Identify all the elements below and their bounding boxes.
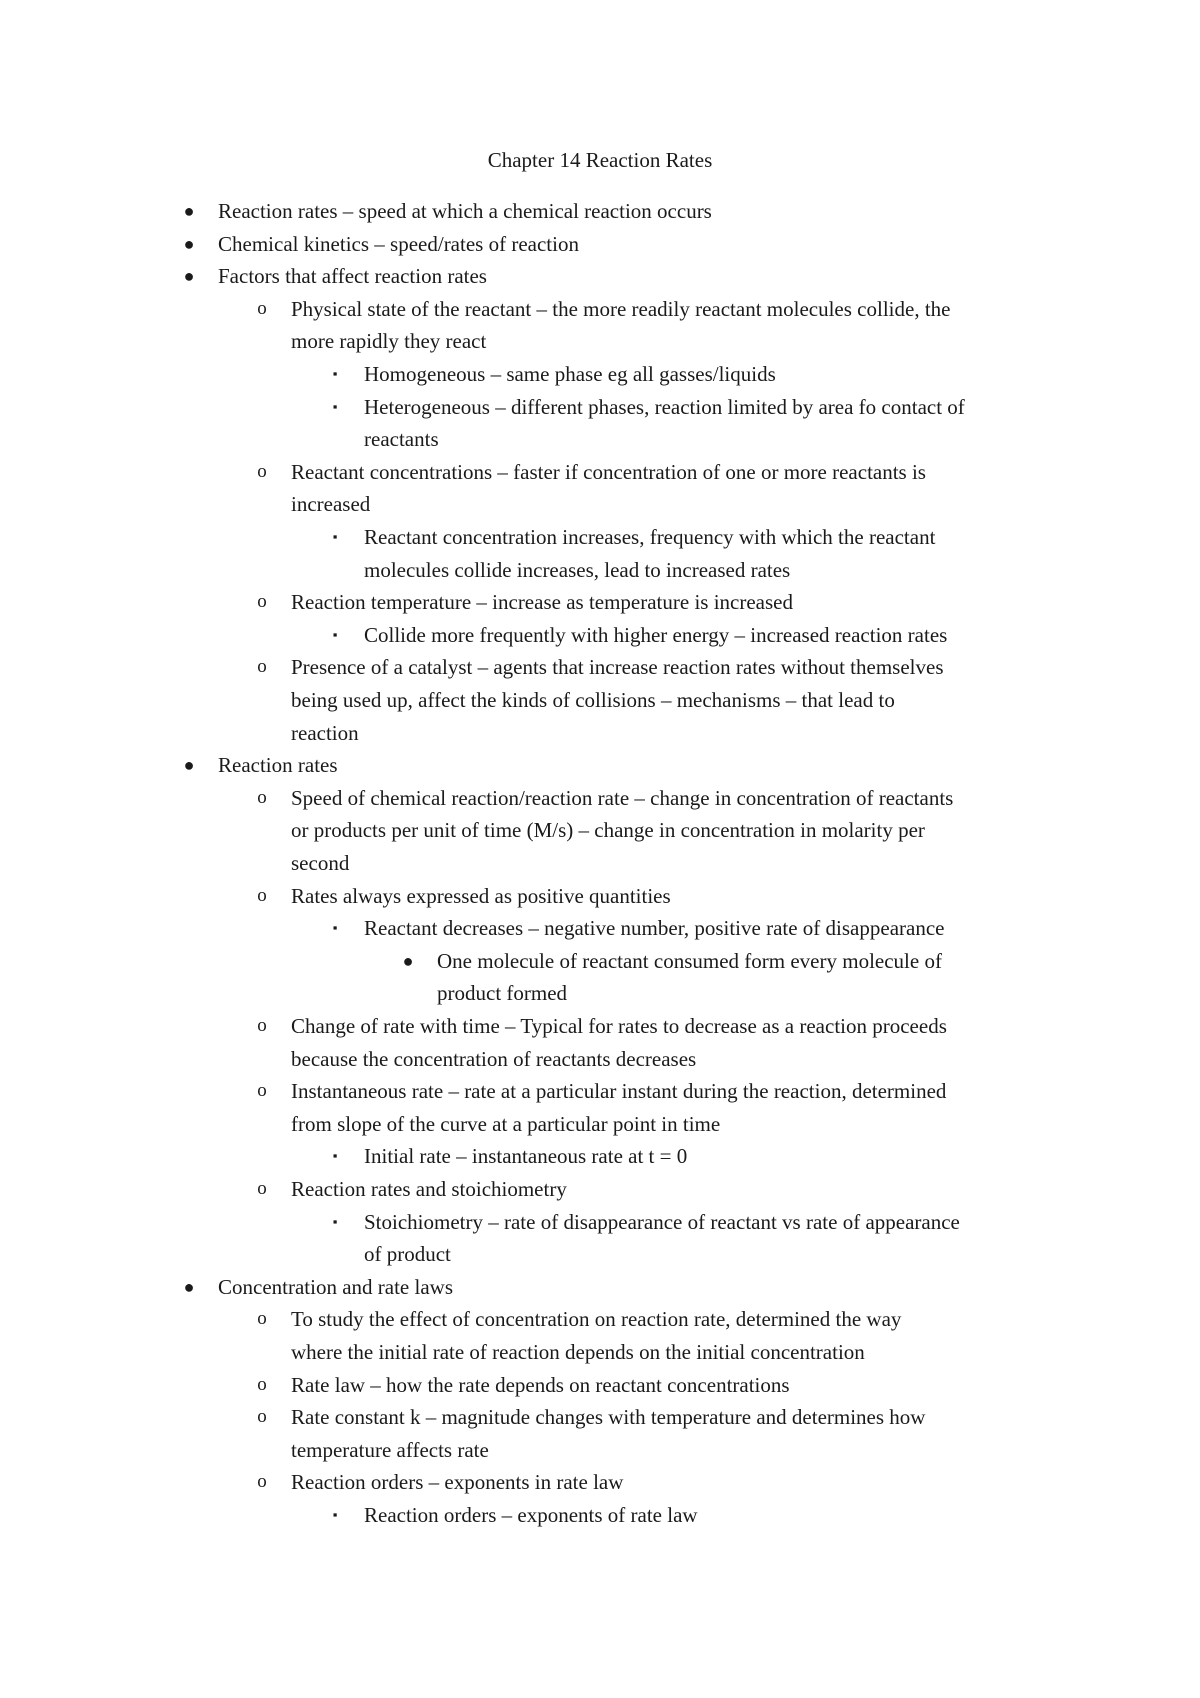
- bullet-circle-icon: o: [257, 1308, 267, 1330]
- bullet-square-icon: ▪: [332, 1213, 338, 1229]
- list-item-line: reaction: [291, 720, 359, 745]
- list-item-line: Reactant concentration increases, frequency with which the reactant: [364, 525, 936, 549]
- bullet-circle-icon: o: [257, 1015, 267, 1036]
- bullet-circle-icon: o: [257, 656, 267, 678]
- list-item-line: Physical state of the reactant – the more readily reactant molecules collide, the: [291, 296, 951, 321]
- bullet-circle-icon: o: [257, 1471, 267, 1493]
- list-item-line: increased: [291, 492, 371, 517]
- list-item-line: Presence of a catalyst – agents that increase reaction rates without themselves: [291, 655, 944, 680]
- list-item-line: Instantaneous rate – rate at a particular instant during the reaction, determined: [291, 1079, 947, 1104]
- bullet-circle-icon: o: [257, 1373, 267, 1395]
- list-item-line: Reactant decreases – negative number, positive rate of disappearance: [364, 916, 945, 941]
- list-item-line: Reaction orders – exponents of rate law: [364, 1503, 698, 1527]
- bullet-circle-icon: o: [257, 297, 267, 319]
- list-item-line: product formed: [437, 981, 568, 1006]
- list-item-line: Chemical kinetics – speed/rates of reaction: [218, 231, 579, 256]
- bullet-disc-icon: ●: [183, 201, 195, 221]
- bullet-disc-icon: ●: [402, 950, 414, 971]
- bullet-disc-icon: ●: [183, 755, 195, 776]
- list-item-line: where the initial rate of reaction depends on the initial concentration: [291, 1340, 865, 1364]
- bullet-disc-icon: ●: [183, 1276, 195, 1297]
- bullet-circle-icon: o: [257, 1080, 267, 1102]
- list-item-line: Rates always expressed as positive quantities: [291, 883, 671, 908]
- list-item-line: reactants: [364, 427, 439, 452]
- list-item-line: Reaction temperature – increase as temperature is increased: [291, 590, 794, 615]
- list-item-line: of product: [364, 1242, 451, 1267]
- page-title: Chapter 14 Reaction Rates: [487, 148, 713, 172]
- bullet-disc-icon: ●: [183, 233, 195, 254]
- list-item-line: being used up, affect the kinds of collisions – mechanisms – that lead to: [291, 688, 895, 712]
- list-item-line: Homogeneous – same phase eg all gasses/liquids: [364, 362, 776, 386]
- list-item-line: Reaction rates and stoichiometry: [291, 1177, 567, 1201]
- list-item-line: To study the effect of concentration on reaction rate, determined the way: [291, 1307, 902, 1332]
- list-item-line: Heterogeneous – different phases, reaction limited by area fo contact of: [364, 394, 965, 419]
- list-item-line: Speed of chemical reaction/reaction rate – change in concentration of reactants: [291, 785, 954, 810]
- list-item-line: from slope of the curve at a particular point in time: [291, 1111, 721, 1136]
- list-item-line: Reaction orders – exponents in rate law: [291, 1470, 624, 1495]
- bullet-square-icon: ▪: [332, 398, 338, 414]
- list-item-line: Rate law – how the rate depends on reactant concentrations: [291, 1372, 790, 1397]
- list-item-line: molecules collide increases, lead to increased rates: [364, 557, 791, 582]
- bullet-circle-icon: o: [257, 591, 267, 613]
- list-item-line: more rapidly they react: [291, 329, 487, 354]
- list-item-line: or products per unit of time (M/s) – change in concentration in molarity per: [291, 818, 925, 843]
- bullet-circle-icon: o: [257, 460, 267, 482]
- list-item-line: Collide more frequently with higher energy – increased reaction rates: [364, 622, 948, 647]
- list-item-line: Concentration and rate laws: [218, 1274, 453, 1299]
- list-item-line: Change of rate with time – Typical for rates to decrease as a reaction proceeds: [291, 1014, 947, 1038]
- bullet-circle-icon: o: [257, 884, 267, 906]
- list-item-line: Stoichiometry – rate of disappearance of reactant vs rate of appearance: [364, 1209, 960, 1234]
- list-item-line: Initial rate – instantaneous rate at t = 0: [364, 1144, 688, 1169]
- list-item-line: Reactant concentrations – faster if concentration of one or more reactants is: [291, 459, 926, 484]
- bullet-circle-icon: o: [257, 1406, 267, 1428]
- bullet-square-icon: ▪: [332, 626, 338, 642]
- bullet-square-icon: ▪: [332, 1507, 338, 1522]
- list-item-line: Reaction rates – speed at which a chemical reaction occurs: [218, 199, 712, 223]
- bullet-disc-icon: ●: [183, 266, 195, 287]
- list-item-line: second: [291, 851, 350, 875]
- bullet-square-icon: ▪: [332, 1148, 338, 1164]
- bullet-circle-icon: o: [257, 786, 267, 808]
- list-item-line: temperature affects rate: [291, 1437, 489, 1462]
- bullet-circle-icon: o: [257, 1178, 267, 1199]
- list-item-line: Factors that affect reaction rates: [218, 264, 487, 289]
- bullet-square-icon: ▪: [332, 920, 338, 936]
- list-item-line: because the concentration of reactants decreases: [291, 1046, 697, 1071]
- bullet-square-icon: ▪: [332, 366, 338, 381]
- list-item-line: One molecule of reactant consumed form every molecule of: [437, 948, 942, 973]
- list-item-line: Rate constant k – magnitude changes with temperature and determines how: [291, 1405, 926, 1430]
- bullet-square-icon: ▪: [332, 529, 338, 544]
- list-item-line: Reaction rates: [218, 753, 338, 778]
